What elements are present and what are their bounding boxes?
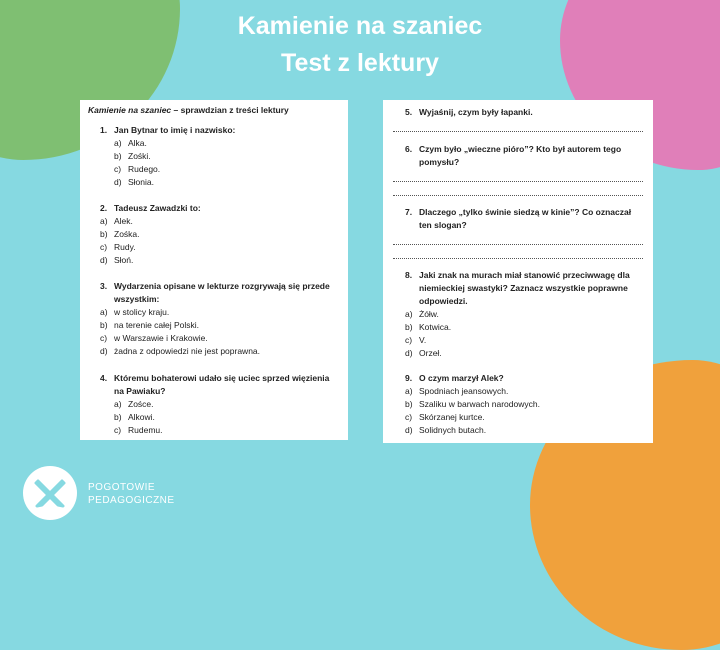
question-text-line-2: pomysłu?: [419, 157, 460, 167]
option-letter: c): [100, 333, 108, 343]
option-text: V.: [419, 335, 427, 345]
option-letter: a): [100, 216, 108, 226]
option-text: Skórzanej kurtce.: [419, 412, 485, 422]
option-letter: b): [114, 412, 122, 422]
question-2: [100, 202, 201, 215]
answer-option: [100, 345, 260, 358]
answer-option: [100, 215, 133, 228]
answer-option: [405, 308, 439, 321]
option-text: Słonia.: [128, 177, 154, 187]
answer-option: [114, 411, 155, 424]
option-text: w Warszawie i Krakowie.: [114, 333, 208, 343]
option-letter: c): [100, 242, 108, 252]
option-text: w stolicy kraju.: [114, 307, 170, 317]
answer-option: [114, 176, 154, 189]
page-subtitle: Test z lektury: [281, 49, 439, 77]
worksheet-header-subtitle: – sprawdzian z treści lektury: [171, 105, 289, 115]
option-letter: c): [405, 335, 413, 345]
question-8: [405, 269, 630, 308]
question-text-line-2: wszystkim:: [114, 294, 160, 304]
option-text: Słoń.: [114, 255, 134, 265]
question-text-line-1: Któremu bohaterowi udało się uciec sprzed więzienia: [114, 373, 330, 383]
answer-line[interactable]: [393, 244, 643, 245]
answer-option: [405, 347, 442, 360]
answer-option: [100, 332, 208, 345]
answer-option: [100, 228, 140, 241]
option-letter: d): [405, 425, 413, 435]
option-text: Zośka.: [114, 229, 140, 239]
question-1: [100, 124, 235, 137]
answer-line[interactable]: [393, 195, 643, 196]
question-number: 4.: [100, 373, 108, 383]
option-letter: a): [405, 309, 413, 319]
answer-line[interactable]: [393, 131, 643, 132]
question-number: 5.: [405, 107, 413, 117]
answer-option: [100, 306, 169, 319]
option-letter: b): [405, 322, 413, 332]
option-letter: a): [100, 307, 108, 317]
option-letter: c): [114, 425, 122, 435]
worksheet-header-title: Kamienie na szaniec: [88, 105, 172, 115]
option-text: żadna z odpowiedzi nie jest poprawna.: [114, 346, 261, 356]
option-text: Zośki.: [128, 151, 151, 161]
answer-option: [405, 334, 426, 347]
answer-option: [114, 150, 151, 163]
option-letter: d): [100, 346, 108, 356]
question-7: [405, 206, 631, 232]
question-number: 8.: [405, 270, 413, 280]
answer-option: [405, 321, 451, 334]
option-text: Rudy.: [114, 242, 136, 252]
question-number: 3.: [100, 281, 108, 291]
question-6: [405, 143, 621, 169]
question-text-line-1: Dlaczego „tylko świnie siedzą w kinie”? Co oznaczał: [419, 207, 632, 217]
question-number: 6.: [405, 144, 413, 154]
option-text: Alka.: [128, 138, 147, 148]
option-text: Zośce.: [128, 399, 154, 409]
answer-line[interactable]: [393, 258, 643, 259]
question-text-line-1: Jaki znak na murach miał stanowić przeciwwagę dla: [419, 270, 630, 280]
answer-option: [100, 254, 133, 267]
answer-option: [405, 398, 540, 411]
question-3: [100, 280, 330, 306]
answer-option: [114, 424, 163, 437]
question-number: 2.: [100, 203, 108, 213]
option-text: Szaliku w barwach narodowych.: [419, 399, 540, 409]
brand-name-line-1: POGOTOWIE: [88, 482, 156, 493]
option-letter: d): [100, 255, 108, 265]
option-letter: b): [405, 399, 413, 409]
option-letter: a): [114, 399, 122, 409]
worksheet-page-1: [80, 100, 348, 440]
brand-name: [88, 481, 175, 507]
question-9: [405, 372, 504, 385]
question-text-line-1: Czym było „wieczne pióro”? Kto był autorem tego: [419, 144, 622, 154]
question-number: 1.: [100, 125, 108, 135]
brand-name-line-2: PEDAGOGICZNE: [88, 495, 175, 506]
question-5: [405, 106, 533, 119]
question-text-line-1: Wydarzenia opisane w lekturze rozgrywają się przede: [114, 281, 330, 291]
question-text: Tadeusz Zawadzki to:: [114, 203, 201, 213]
question-text-line-2: niemieckiej swastyki? Zaznacz wszystkie poprawne: [419, 283, 628, 293]
answer-option: [114, 163, 160, 176]
answer-option: [405, 385, 508, 398]
option-text: Alkowi.: [128, 412, 155, 422]
answer-option: [405, 424, 486, 437]
option-text: Solidnych butach.: [419, 425, 487, 435]
option-text: Rudego.: [128, 164, 161, 174]
option-letter: a): [405, 386, 413, 396]
option-letter: d): [405, 348, 413, 358]
answer-option: [114, 137, 147, 150]
question-text: Jan Bytnar to imię i nazwisko:: [114, 125, 236, 135]
question-4: [100, 372, 329, 398]
question-number: 7.: [405, 207, 413, 217]
worksheet-header: [88, 104, 289, 117]
option-text: Alek.: [114, 216, 133, 226]
question-number: 9.: [405, 373, 413, 383]
option-text: Rudemu.: [128, 425, 163, 435]
crossed-pencils-icon: [23, 466, 77, 520]
logo: [23, 466, 77, 520]
answer-option: [114, 398, 154, 411]
question-text: O czym marzył Alek?: [419, 373, 504, 383]
page-title: Kamienie na szaniec: [237, 12, 483, 40]
option-text: Orzeł.: [419, 348, 442, 358]
option-text: Żółw.: [419, 309, 439, 319]
answer-line[interactable]: [393, 181, 643, 182]
option-text: na terenie całej Polski.: [114, 320, 200, 330]
option-letter: c): [114, 164, 122, 174]
option-letter: b): [100, 320, 108, 330]
option-letter: d): [114, 177, 122, 187]
question-text: Wyjaśnij, czym były łapanki.: [419, 107, 533, 117]
option-text: Kotwica.: [419, 322, 452, 332]
question-text-line-2: ten slogan?: [419, 220, 467, 230]
answer-option: [405, 411, 485, 424]
question-text-line-2: na Pawiaku?: [114, 386, 166, 396]
option-letter: c): [405, 412, 413, 422]
option-text: Spodniach jeansowych.: [419, 386, 509, 396]
answer-option: [100, 319, 199, 332]
worksheet-page-2: [383, 100, 653, 443]
answer-option: [100, 241, 136, 254]
option-letter: b): [114, 151, 122, 161]
option-letter: a): [114, 138, 122, 148]
option-letter: b): [100, 229, 108, 239]
question-text-line-3: odpowiedzi.: [419, 296, 468, 306]
